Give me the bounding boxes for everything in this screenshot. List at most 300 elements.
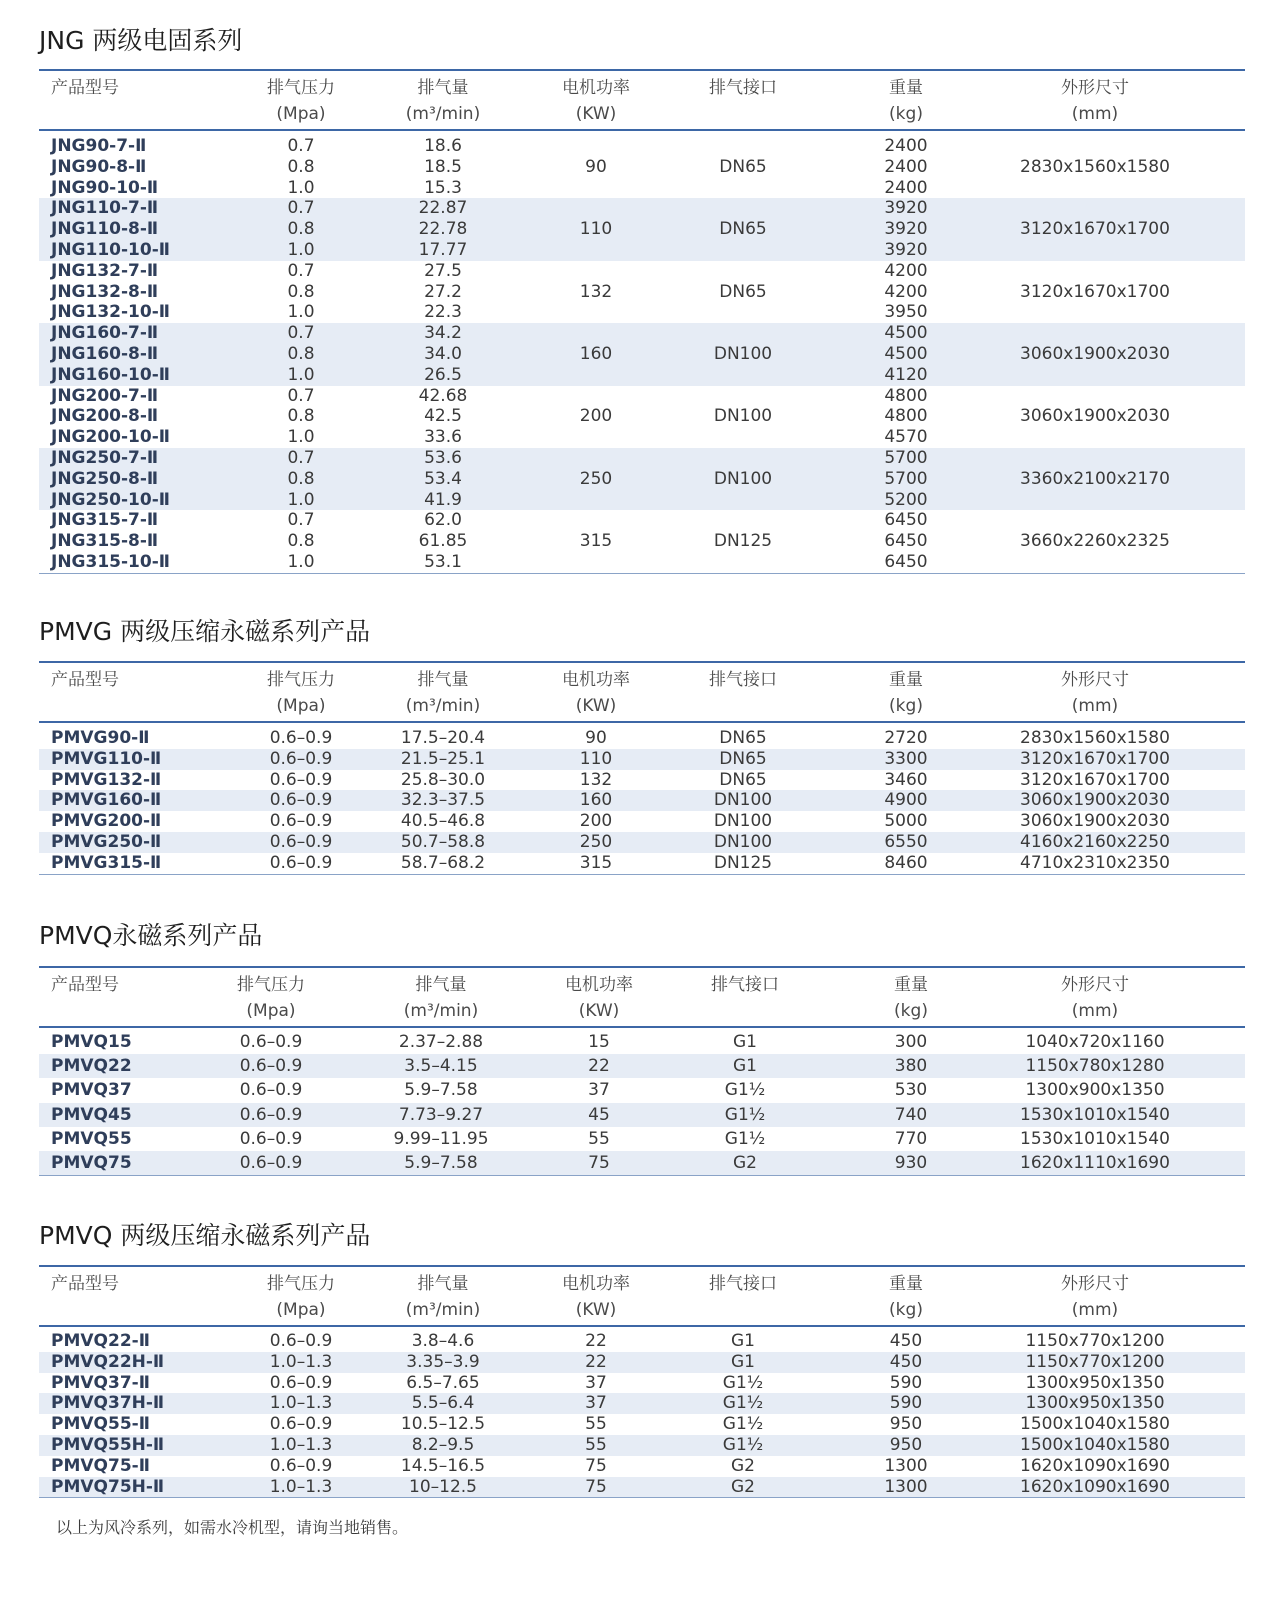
table-row-flow: 22.87	[418, 198, 468, 219]
table-row-flow: 53.1	[424, 552, 462, 572]
table-row-weight: 380	[894, 1056, 928, 1077]
jng-header-port-unit	[683, 101, 803, 127]
table-row-model: PMVQ55H-Ⅱ	[51, 1435, 165, 1455]
jng-header-model: 产品型号	[51, 78, 119, 98]
table-row-port: DN65	[719, 769, 767, 790]
pmvg-header-weight	[846, 667, 966, 719]
pmvg-header-divider	[39, 721, 1245, 723]
table-group-port: DN65	[719, 156, 767, 177]
table-row-model: PMVG200-Ⅱ	[51, 811, 162, 832]
table-row-power: 55	[585, 1414, 607, 1435]
pmvg-header-pressure	[241, 667, 361, 719]
pmvq2-header-power-label: 电机功率	[562, 1274, 630, 1294]
table-row-power: 15	[588, 1032, 610, 1052]
table-row-flow: 9.99–11.95	[393, 1128, 489, 1149]
table-group-port: DN100	[713, 344, 773, 364]
table-group-port: DN125	[713, 531, 773, 552]
pmvq2-table-bottomline	[39, 1497, 1245, 1498]
table-row-power: 22	[585, 1331, 607, 1351]
table-row-dims: 1500x1040x1580	[1020, 1435, 1170, 1455]
table-row-model: PMVQ55	[51, 1128, 132, 1149]
table-row-weight: 740	[894, 1104, 928, 1125]
table-row-dims: 4160x2160x2250	[1020, 832, 1170, 852]
pmvq2-header-dims	[1035, 1271, 1155, 1323]
table-row-model: JNG90-10-Ⅱ	[51, 177, 159, 198]
pmvq2-header-port-unit	[683, 1297, 803, 1323]
pmvq2-header-model: 产品型号	[51, 1274, 119, 1294]
table-row-model: PMVG110-Ⅱ	[51, 748, 162, 769]
table-row-port: G1½	[724, 1104, 766, 1125]
table-group-port: DN65	[719, 219, 767, 240]
table-row-flow: 3.5–4.15	[404, 1056, 478, 1077]
table-group-dims: 2830x1560x1580	[1020, 156, 1170, 177]
pmvg-header-weight-label: 重量	[889, 670, 923, 690]
table-row-weight: 5000	[884, 811, 928, 832]
table-row-weight: 530	[894, 1080, 928, 1101]
table-row-model: PMVQ55-Ⅱ	[51, 1414, 150, 1435]
table-row-pressure: 0.6–0.9	[239, 1032, 303, 1052]
pmvg-header-pressure-unit: (Mpa)	[276, 696, 326, 716]
table-row-model: JNG90-7-Ⅱ	[51, 136, 147, 156]
table-row-pressure: 1.0	[287, 302, 315, 323]
table-row-flow: 25.8–30.0	[400, 769, 486, 790]
table-row-dims: 2830x1560x1580	[1020, 728, 1170, 748]
table-row-model: PMVQ45	[51, 1104, 132, 1125]
table-row-weight: 950	[889, 1414, 923, 1435]
table-group-power: 90	[585, 156, 607, 177]
table-row-flow: 5.9–7.58	[404, 1153, 478, 1173]
table-row-weight: 2400	[884, 177, 928, 198]
table-row-weight: 2720	[884, 728, 928, 748]
table-row-model: PMVQ15	[51, 1032, 132, 1052]
jng-table-bottomline	[39, 573, 1245, 574]
table-row-pressure: 0.6–0.9	[269, 728, 333, 748]
jng-header-topline	[39, 69, 1245, 71]
table-row-model: PMVQ75-Ⅱ	[51, 1455, 150, 1476]
pmvq-header-port-unit	[685, 998, 805, 1024]
table-row-pressure: 1.0	[287, 364, 315, 385]
table-row-dims: 1300x900x1350	[1025, 1080, 1165, 1101]
table-row-flow: 42.5	[424, 406, 462, 427]
table-row-model: JNG132-8-Ⅱ	[51, 281, 159, 302]
table-row-pressure: 0.6–0.9	[269, 1455, 333, 1476]
table-row-model: JNG110-10-Ⅱ	[51, 240, 170, 260]
table-row-power: 22	[585, 1351, 607, 1372]
table-row-pressure: 0.6–0.9	[269, 852, 333, 873]
pmvg-header-power	[536, 667, 656, 719]
table-row-model: JNG132-7-Ⅱ	[51, 260, 159, 281]
table-row-pressure: 1.0–1.3	[269, 1351, 333, 1372]
table-row-flow: 50.7–58.8	[400, 832, 486, 852]
table-row-dims: 1300x950x1350	[1025, 1393, 1165, 1414]
table-row-dims: 3060x1900x2030	[1020, 811, 1170, 832]
table-row-dims: 3120x1670x1700	[1020, 748, 1170, 769]
table-row-model: JNG200-10-Ⅱ	[51, 427, 170, 448]
table-row-pressure: 0.7	[287, 198, 315, 219]
table-row-port: DN65	[719, 728, 767, 748]
table-row-model: PMVQ75	[51, 1153, 132, 1173]
table-row-pressure: 0.8	[287, 468, 315, 489]
pmvq2-header-flow-unit: (m³/min)	[405, 1300, 481, 1320]
table-row-power: 37	[588, 1080, 610, 1101]
pmvg-header-pressure-label: 排气压力	[267, 670, 335, 690]
table-row-model: PMVQ37-Ⅱ	[51, 1372, 150, 1393]
jng-header-dims-unit: (mm)	[1071, 104, 1119, 124]
pmvg-header-flow-label: 排气量	[417, 670, 469, 690]
pmvq2-header-weight-unit: (kg)	[889, 1300, 923, 1320]
table-row-dims: 1500x1040x1580	[1020, 1414, 1170, 1435]
table-row-flow: 62.0	[424, 510, 462, 531]
jng-header-flow-label: 排气量	[417, 78, 469, 98]
jng-header-flow	[383, 75, 503, 127]
table-row-flow: 10.5–12.5	[400, 1414, 486, 1435]
table-row-dims: 1530x1010x1540	[1020, 1104, 1170, 1125]
table-row-weight: 6450	[884, 510, 928, 531]
pmvq2-header-dims-label: 外形尺寸	[1061, 1274, 1129, 1294]
table-row-pressure: 1.0	[287, 552, 315, 572]
pmvq-header-dims	[1035, 972, 1155, 1024]
table-row-pressure: 0.8	[287, 531, 315, 552]
table-row-port: G1½	[722, 1414, 764, 1435]
table-row-pressure: 0.7	[287, 260, 315, 281]
table-row-flow: 5.5–6.4	[411, 1393, 475, 1414]
table-row-model: PMVG315-Ⅱ	[51, 852, 162, 873]
pmvq-header-weight-label: 重量	[894, 975, 928, 995]
pmvg-header-topline	[39, 661, 1245, 663]
table-row-flow: 53.6	[424, 448, 462, 468]
table-row-port: G1	[733, 1032, 757, 1052]
table-row-pressure: 0.7	[287, 448, 315, 468]
table-row-weight: 4200	[884, 260, 928, 281]
table-row-dims: 4710x2310x2350	[1020, 852, 1170, 873]
table-row-power: 75	[585, 1476, 607, 1497]
table-row-pressure: 1.0	[287, 177, 315, 198]
table-row-pressure: 0.8	[287, 281, 315, 302]
table-row-power: 110	[579, 748, 613, 769]
table-row-flow: 6.5–7.65	[406, 1372, 480, 1393]
pmvq-header-topline	[39, 966, 1245, 968]
table-row-pressure: 1.0	[287, 489, 315, 510]
table-row-model: PMVQ22H-Ⅱ	[51, 1351, 165, 1372]
table-row-pressure: 0.7	[287, 385, 315, 406]
table-row-weight: 1300	[884, 1455, 928, 1476]
pmvq2-header-power-unit: (KW)	[575, 1300, 617, 1320]
table-row-pressure: 0.6–0.9	[269, 769, 333, 790]
table-row-flow: 61.85	[418, 531, 468, 552]
table-row-pressure: 0.6–0.9	[239, 1153, 303, 1173]
table-row-model: PMVQ22-Ⅱ	[51, 1331, 150, 1351]
pmvq-header-flow-label: 排气量	[415, 975, 467, 995]
pmvq2-header-topline	[39, 1265, 1245, 1267]
pmvq2-header-divider	[39, 1325, 1245, 1327]
pmvg-header-model: 产品型号	[51, 670, 119, 690]
table-row-dims: 1620x1110x1690	[1020, 1153, 1170, 1173]
pmvg-header-port-unit	[683, 693, 803, 719]
table-row-weight: 4800	[884, 406, 928, 427]
jng-header-dims-label: 外形尺寸	[1061, 78, 1129, 98]
table-row-weight: 450	[889, 1331, 923, 1351]
table-row-flow: 53.4	[424, 468, 462, 489]
table-row-pressure: 0.7	[287, 136, 315, 156]
table-row-power: 45	[588, 1104, 610, 1125]
table-row-weight: 4120	[884, 364, 928, 385]
table-row-weight: 8460	[884, 852, 928, 873]
table-row-power: 75	[588, 1153, 610, 1173]
pmvq2-header-pressure-label: 排气压力	[267, 1274, 335, 1294]
section-title-pmvg: PMVG 两级压缩永磁系列产品	[39, 617, 371, 646]
table-row-flow: 33.6	[424, 427, 462, 448]
jng-header-port-label: 排气接口	[709, 78, 777, 98]
table-row-model: JNG250-10-Ⅱ	[51, 489, 170, 510]
table-row-model: PMVQ37H-Ⅱ	[51, 1393, 165, 1414]
table-row-weight: 5200	[884, 489, 928, 510]
table-row-model: JNG160-10-Ⅱ	[51, 364, 170, 385]
table-row-dims: 3120x1670x1700	[1020, 769, 1170, 790]
pmvq2-header-flow-label: 排气量	[417, 1274, 469, 1294]
pmvq-header-pressure-label: 排气压力	[237, 975, 305, 995]
table-group-dims: 3060x1900x2030	[1020, 406, 1170, 427]
pmvg-header-weight-unit: (kg)	[889, 696, 923, 716]
table-row-dims: 1620x1090x1690	[1020, 1455, 1170, 1476]
jng-header-divider	[39, 129, 1245, 131]
table-group-power: 250	[579, 468, 613, 489]
table-row-dims: 1620x1090x1690	[1020, 1476, 1170, 1497]
table-row-weight: 3920	[884, 240, 928, 260]
jng-header-power-unit: (KW)	[575, 104, 617, 124]
pmvq2-header-port	[683, 1271, 803, 1323]
table-row-weight: 4800	[884, 385, 928, 406]
table-group-dims: 3060x1900x2030	[1020, 344, 1170, 364]
table-row-model: PMVQ22	[51, 1056, 132, 1077]
table-row-dims: 1150x770x1200	[1025, 1331, 1165, 1351]
pmvg-header-dims-unit: (mm)	[1071, 696, 1119, 716]
table-row-port: DN125	[713, 852, 773, 873]
table-row-pressure: 0.8	[287, 344, 315, 364]
table-row-pressure: 0.6–0.9	[239, 1128, 303, 1149]
table-row-pressure: 1.0–1.3	[269, 1393, 333, 1414]
table-row-port: G1	[731, 1351, 755, 1372]
pmvq2-header-dims-unit: (mm)	[1071, 1300, 1119, 1320]
pmvq-header-divider	[39, 1026, 1245, 1028]
table-row-flow: 34.2	[424, 323, 462, 344]
table-row-power: 37	[585, 1372, 607, 1393]
footnote: 以上为风冷系列，如需水冷机型，请询当地销售。	[56, 1518, 409, 1537]
jng-header-flow-unit: (m³/min)	[405, 104, 481, 124]
table-row-model: JNG110-8-Ⅱ	[51, 219, 159, 240]
table-row-model: JNG90-8-Ⅱ	[51, 156, 147, 177]
table-row-port: DN100	[713, 832, 773, 852]
table-row-weight: 590	[889, 1393, 923, 1414]
table-row-dims: 1150x780x1280	[1025, 1056, 1165, 1077]
table-row-model: JNG132-10-Ⅱ	[51, 302, 170, 323]
table-row-weight: 2400	[884, 136, 928, 156]
table-row-pressure: 0.6–0.9	[269, 1372, 333, 1393]
table-row-pressure: 0.7	[287, 323, 315, 344]
table-row-pressure: 0.6–0.9	[269, 1414, 333, 1435]
table-row-port: G1	[733, 1056, 757, 1077]
pmvq-header-model: 产品型号	[51, 975, 119, 995]
table-row-model: JNG110-7-Ⅱ	[51, 198, 159, 219]
table-row-weight: 930	[894, 1153, 928, 1173]
section-title-pmvq: PMVQ永磁系列产品	[39, 921, 263, 950]
jng-header-weight-label: 重量	[889, 78, 923, 98]
table-row-pressure: 1.0	[287, 427, 315, 448]
table-row-power: 200	[579, 811, 613, 832]
table-row-pressure: 1.0–1.3	[269, 1435, 333, 1455]
table-row-model: PMVQ75H-Ⅱ	[51, 1476, 165, 1497]
table-row-flow: 21.5–25.1	[400, 748, 486, 769]
table-row-flow: 2.37–2.88	[398, 1032, 484, 1052]
table-row-pressure: 0.6–0.9	[269, 790, 333, 811]
table-row-flow: 10–12.5	[409, 1476, 477, 1497]
jng-header-weight-unit: (kg)	[889, 104, 923, 124]
pmvq2-header-port-label: 排气接口	[709, 1274, 777, 1294]
table-row-flow: 18.5	[424, 156, 462, 177]
table-row-dims: 1530x1010x1540	[1020, 1128, 1170, 1149]
table-row-weight: 1300	[884, 1476, 928, 1497]
pmvq2-header-pressure-unit: (Mpa)	[276, 1300, 326, 1320]
table-row-pressure: 0.6–0.9	[239, 1056, 303, 1077]
pmvg-header-dims	[1035, 667, 1155, 719]
table-row-model: JNG200-7-Ⅱ	[51, 385, 159, 406]
table-group-power: 160	[579, 344, 613, 364]
table-row-weight: 3920	[884, 198, 928, 219]
pmvq-header-power-unit: (KW)	[578, 1001, 620, 1021]
table-row-weight: 6450	[884, 552, 928, 572]
table-row-power: 132	[579, 769, 613, 790]
table-row-weight: 6450	[884, 531, 928, 552]
table-row-power: 37	[585, 1393, 607, 1414]
table-row-model: JNG250-7-Ⅱ	[51, 448, 159, 468]
table-row-weight: 4570	[884, 427, 928, 448]
table-row-flow: 22.78	[418, 219, 468, 240]
table-group-power: 110	[579, 219, 613, 240]
table-row-dims: 1300x950x1350	[1025, 1372, 1165, 1393]
pmvq-header-port-label: 排气接口	[711, 975, 779, 995]
pmvg-header-power-unit: (KW)	[575, 696, 617, 716]
table-row-weight: 5700	[884, 468, 928, 489]
table-row-flow: 18.6	[424, 136, 462, 156]
table-row-port: G2	[731, 1455, 755, 1476]
table-row-model: PMVQ37	[51, 1080, 132, 1101]
pmvq-header-power	[539, 972, 659, 1024]
section-title-pmvq2: PMVQ 两级压缩永磁系列产品	[39, 1221, 371, 1250]
table-group-dims: 3660x2260x2325	[1020, 531, 1170, 552]
table-group-power: 315	[579, 531, 613, 552]
table-row-weight: 4900	[884, 790, 928, 811]
table-group-dims: 3120x1670x1700	[1020, 219, 1170, 240]
jng-header-pressure-label: 排气压力	[267, 78, 335, 98]
table-row-weight: 950	[889, 1435, 923, 1455]
pmvq2-header-flow	[383, 1271, 503, 1323]
table-row-flow: 27.2	[424, 281, 462, 302]
section-title-jng: JNG 两级电固系列	[39, 26, 243, 55]
table-row-flow: 27.5	[424, 260, 462, 281]
table-row-power: 250	[579, 832, 613, 852]
table-row-port: G1½	[724, 1080, 766, 1101]
table-row-port: DN100	[713, 790, 773, 811]
jng-header-power	[536, 75, 656, 127]
jng-header-dims	[1035, 75, 1155, 127]
table-row-weight: 590	[889, 1372, 923, 1393]
table-row-model: JNG160-8-Ⅱ	[51, 344, 159, 364]
table-row-model: PMVG132-Ⅱ	[51, 769, 162, 790]
table-row-port: G1½	[722, 1435, 764, 1455]
table-row-weight: 4500	[884, 344, 928, 364]
table-row-port: DN65	[719, 748, 767, 769]
table-row-pressure: 0.6–0.9	[269, 1331, 333, 1351]
pmvq2-header-pressure	[241, 1271, 361, 1323]
table-row-dims: 1150x770x1200	[1025, 1351, 1165, 1372]
table-row-pressure: 1.0	[287, 240, 315, 260]
table-row-model: PMVG160-Ⅱ	[51, 790, 162, 811]
pmvq2-header-power	[536, 1271, 656, 1323]
table-row-power: 55	[585, 1435, 607, 1455]
table-row-weight: 5700	[884, 448, 928, 468]
table-row-power: 22	[588, 1056, 610, 1077]
table-group-port: DN65	[719, 281, 767, 302]
table-row-model: JNG315-8-Ⅱ	[51, 531, 159, 552]
table-row-port: G1½	[722, 1393, 764, 1414]
table-row-flow: 40.5–46.8	[400, 811, 486, 832]
table-row-weight: 3460	[884, 769, 928, 790]
pmvq-table-bottomline	[39, 1175, 1245, 1176]
pmvq-header-flow-unit: (m³/min)	[403, 1001, 479, 1021]
table-row-model: JNG250-8-Ⅱ	[51, 468, 159, 489]
pmvq-header-weight	[851, 972, 971, 1024]
table-row-pressure: 0.7	[287, 510, 315, 531]
table-row-model: PMVG250-Ⅱ	[51, 832, 162, 852]
pmvg-table-bottomline	[39, 874, 1245, 875]
jng-header-pressure-unit: (Mpa)	[276, 104, 326, 124]
table-row-flow: 42.68	[418, 385, 468, 406]
table-row-power: 55	[588, 1128, 610, 1149]
table-row-flow: 8.2–9.5	[411, 1435, 475, 1455]
jng-header-power-label: 电机功率	[562, 78, 630, 98]
pmvg-header-power-label: 电机功率	[562, 670, 630, 690]
table-row-pressure: 0.8	[287, 219, 315, 240]
table-group-power: 200	[579, 406, 613, 427]
jng-header-pressure	[241, 75, 361, 127]
table-row-weight: 450	[889, 1351, 923, 1372]
table-row-port: G1	[731, 1331, 755, 1351]
table-row-power: 315	[579, 852, 613, 873]
pmvg-header-port	[683, 667, 803, 719]
table-row-weight: 2400	[884, 156, 928, 177]
table-row-flow: 5.9–7.58	[404, 1080, 478, 1101]
table-row-weight: 300	[894, 1032, 928, 1052]
table-group-dims: 3120x1670x1700	[1020, 281, 1170, 302]
table-row-pressure: 0.6–0.9	[269, 811, 333, 832]
pmvq-header-dims-unit: (mm)	[1071, 1001, 1119, 1021]
table-row-port: G2	[733, 1153, 757, 1173]
table-row-pressure: 0.6–0.9	[269, 832, 333, 852]
table-row-flow: 14.5–16.5	[400, 1455, 486, 1476]
pmvq-header-pressure-unit: (Mpa)	[246, 1001, 296, 1021]
table-row-model: JNG200-8-Ⅱ	[51, 406, 159, 427]
table-row-weight: 3300	[884, 748, 928, 769]
table-row-port: G2	[731, 1476, 755, 1497]
pmvq2-header-weight	[846, 1271, 966, 1323]
table-row-flow: 17.5–20.4	[400, 728, 486, 748]
pmvq2-header-weight-label: 重量	[889, 1274, 923, 1294]
table-row-dims: 1040x720x1160	[1025, 1032, 1165, 1052]
table-row-dims: 3060x1900x2030	[1020, 790, 1170, 811]
table-row-pressure: 0.6–0.9	[239, 1104, 303, 1125]
table-row-flow: 3.35–3.9	[406, 1351, 480, 1372]
table-row-weight: 3920	[884, 219, 928, 240]
pmvg-header-dims-label: 外形尺寸	[1061, 670, 1129, 690]
